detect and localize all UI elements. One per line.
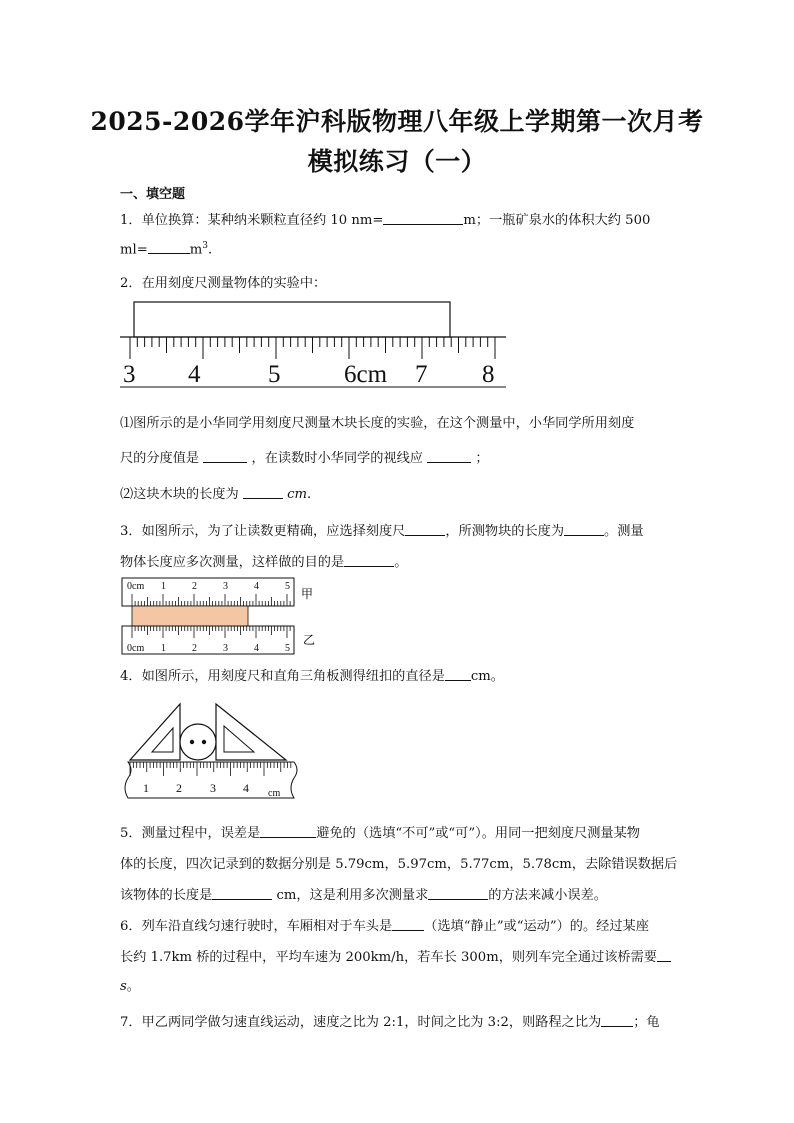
question-4-line-1: 4．如图所示，用刻度尺和直角三角板测得纽扣的直径是 cm。	[120, 669, 504, 684]
ruler-label: 6cm	[344, 361, 388, 388]
question-2-part-1-line-1: ⑴图所示的是小华同学用刻度尺测量木块长度的实验，在这个测量中，小华同学所用刻度	[120, 416, 635, 431]
ruler-label: 8	[482, 361, 495, 388]
question-1-line-2: $ml= m^3$.	[120, 241, 213, 258]
answer-blank[interactable]	[212, 887, 272, 900]
question-5-line-1: 5．测量过程中，误差是 避免的（选填“不可”或“可”）。用同一把刻度尺测量某物	[120, 826, 640, 841]
ruler-label: 1	[143, 781, 149, 795]
ruler-label: 1	[161, 581, 166, 592]
ruler-label: 1	[161, 643, 166, 654]
answer-blank[interactable]	[203, 450, 247, 463]
ruler-figure-q2	[118, 298, 510, 394]
ruler-label: 2	[176, 781, 182, 795]
question-2-part-2: ⑵这块木块的长度为 cm.	[120, 487, 312, 502]
answer-blank[interactable]	[428, 887, 488, 900]
ruler-label: 2	[192, 643, 197, 654]
ruler-label: 5	[268, 361, 281, 388]
question-6-line-1: 6．列车沿直线匀速行驶时，车厢相对于车头是 （选填“静止”或“运动”）的。经过某座	[120, 919, 649, 934]
answer-blank[interactable]	[344, 554, 394, 567]
question-7-line-1: 7．甲乙两同学做匀速直线运动，速度之比为 2:1，时间之比为 3:2，则路程之比为 ；龟	[120, 1015, 660, 1030]
answer-blank[interactable]	[383, 212, 463, 225]
ruler-label: 3	[223, 643, 228, 654]
answer-blank[interactable]	[148, 241, 190, 254]
wooden-block	[134, 302, 450, 337]
answer-blank[interactable]	[657, 949, 671, 962]
button-diameter-figure-q4	[118, 700, 302, 806]
question-5-line-3: 该物体的长度是 cm，这是利用多次测量求 的方法来减小误差。	[120, 888, 607, 903]
question-6-line-3: s。	[120, 979, 140, 994]
answer-blank[interactable]	[601, 1014, 633, 1027]
ruler-label: 7	[415, 361, 428, 388]
ruler-label: 4	[254, 581, 259, 592]
ruler-label: 4	[188, 361, 201, 388]
answer-blank[interactable]	[392, 918, 424, 931]
question-3-line-1: 3．如图所示，为了让读数更精确，应选择刻度尺 ，所测物块的长度为 。测量	[120, 524, 644, 539]
answer-blank[interactable]	[260, 825, 316, 838]
answer-blank[interactable]	[445, 668, 471, 681]
button-hole	[202, 740, 206, 744]
ruler-yi-label: 乙	[303, 633, 316, 647]
ruler-ticks	[130, 337, 495, 359]
ruler-label: 0cm	[127, 643, 145, 654]
ruler-label: 4	[243, 781, 249, 795]
ruler-jia-label: 甲	[301, 587, 314, 601]
answer-blank[interactable]	[243, 486, 283, 499]
ruler-unit: cm	[268, 788, 281, 799]
question-2-stem: 2．在用刻度尺测量物体的实验中：	[120, 276, 327, 291]
answer-blank[interactable]	[564, 523, 604, 536]
question-2-part-1-line-2: 尺的分度值是 ，在读数时小华同学的视线应 ；	[120, 451, 489, 466]
answer-blank[interactable]	[405, 523, 445, 536]
ruler-label: 5	[285, 581, 290, 592]
ruler-label: 3	[223, 581, 228, 592]
measured-block	[132, 606, 248, 626]
page-title: 2025-2026学年沪科版物理八年级上学期第一次月考	[90, 107, 704, 136]
button-circle	[180, 724, 216, 760]
two-rulers-figure-q3	[118, 576, 328, 656]
button-hole	[190, 740, 194, 744]
ruler-label: 3	[210, 781, 216, 795]
section-heading-fill-blank: 一、填空题	[120, 187, 186, 202]
question-5-line-2: 体的长度，四次记录到的数据分别是 5.79cm，5.97cm，5.77cm，5.78cm，去除错误数据后	[120, 857, 678, 872]
ruler-labels	[123, 361, 495, 388]
ruler-label: 3	[123, 361, 136, 388]
ruler-label: 4	[254, 643, 259, 654]
page-subtitle: 模拟练习（一）	[307, 147, 487, 176]
ruler-label: 5	[285, 643, 290, 654]
ruler-label: 0cm	[127, 581, 145, 592]
question-3-line-2: 物体长度应多次测量，这样做的目的是 。	[120, 555, 408, 570]
ruler-label: 2	[192, 581, 197, 592]
question-6-line-2: 长约 1.7km 桥的过程中，平均车速为 200km/h，若车长 300m，则列车完全通过该桥需要	[120, 946, 671, 965]
answer-blank[interactable]	[427, 450, 471, 463]
question-1-line-1: 1．单位换算：某种纳米颗粒直径约 10 nm= m；一瓶矿泉水的体积大约 500	[120, 213, 651, 228]
